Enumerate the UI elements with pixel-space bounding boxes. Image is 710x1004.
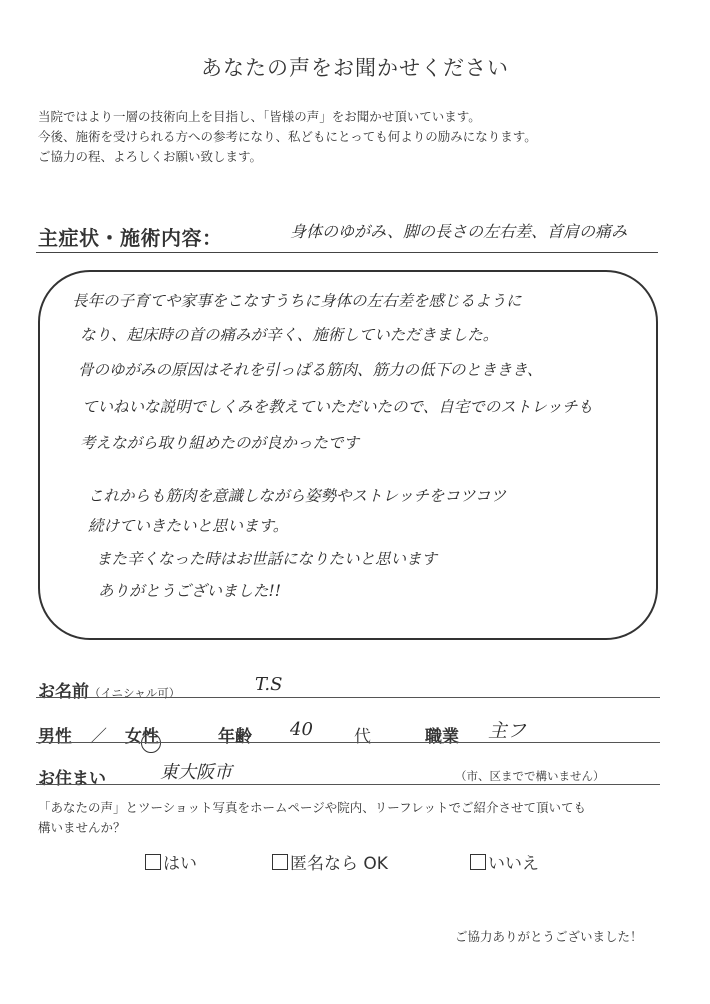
gender-female: 女性 [125,727,159,747]
name-note: （イニシャル可） [89,686,181,700]
name-value: T.S [255,674,283,695]
consent-option-no[interactable] [470,849,539,874]
voice-line-3: 骨のゆがみの原因はそれを引っぱる筋肉、筋力の低下のとききき、 [78,361,543,379]
consent-question-line-1: 「あなたの声」とツーショット写真をホームページや院内、リーフレットでご紹介させて頂いても [38,800,587,815]
voice-line-4: ていねいな説明でしくみを教えていただいたので、自宅でのストレッチも [82,398,594,416]
symptom-label: 主症状・施術内容： [38,226,223,250]
consent-option-yes[interactable] [145,849,197,874]
gender-selection-circle [141,733,161,753]
voice-line-9: ありがとうございました!! [98,582,281,600]
age-suffix: 代 [354,727,371,747]
job-value: 主フ [488,720,527,742]
address-underline [36,784,660,785]
checkbox-icon[interactable] [145,854,161,870]
gender-male: 男性 [38,727,72,747]
symptom-underline [36,252,658,253]
symptom-value: 身体のゆがみ、脚の長さの左右差、首肩の痛み [290,222,627,241]
job-label: 職業 [425,727,459,747]
voice-line-5: 考えながら取り組めたのが良かったです [80,434,360,452]
consent-question-line-2: 構いませんか？ [38,820,126,835]
checkbox-icon[interactable] [470,854,486,870]
info-underline [36,742,660,743]
consent-option-anonymous[interactable] [272,849,388,874]
address-label: お住まい [38,769,106,789]
voice-line-2: なり、起床時の首の痛みが辛く、施術していただきました。 [80,326,499,344]
name-label: お名前（イニシャル可） [38,682,181,702]
age-value: 40 [290,719,313,740]
gender-slash: ／ [90,727,107,747]
consent-option-anonymous-label: 匿名なら OK [290,854,388,874]
page-title: あなたの声をお聞かせください [201,56,509,80]
voice-line-6: これからも筋肉を意識しながら姿勢やストレッチをコツコツ [88,487,507,505]
consent-option-yes-label: はい [163,854,197,874]
voice-line-7: 続けていきたいと思います。 [88,517,289,535]
intro-line-3: ご協力の程、よろしくお願い致します。 [38,149,263,164]
voice-line-1: 長年の子育てや家事をこなすうちに身体の左右差を感じるように [72,292,522,310]
address-value: 東大阪市 [160,762,232,783]
name-underline [36,697,660,698]
address-note: （市、区までで構いません） [455,769,605,783]
thanks-text: ご協力ありがとうございました！ [455,929,643,944]
intro-line-1: 当院ではより一層の技術向上を目指し、「皆様の声」をお聞かせ頂いています。 [38,109,481,124]
age-label: 年齢 [218,727,252,747]
voice-line-8: また辛くなった時はお世話になりたいと思います [96,550,438,568]
checkbox-icon[interactable] [272,854,288,870]
intro-line-2: 今後、施術を受けられる方への参考になり、私どもにとっても何よりの励みになります。 [38,129,537,144]
consent-option-no-label: いいえ [488,854,539,874]
